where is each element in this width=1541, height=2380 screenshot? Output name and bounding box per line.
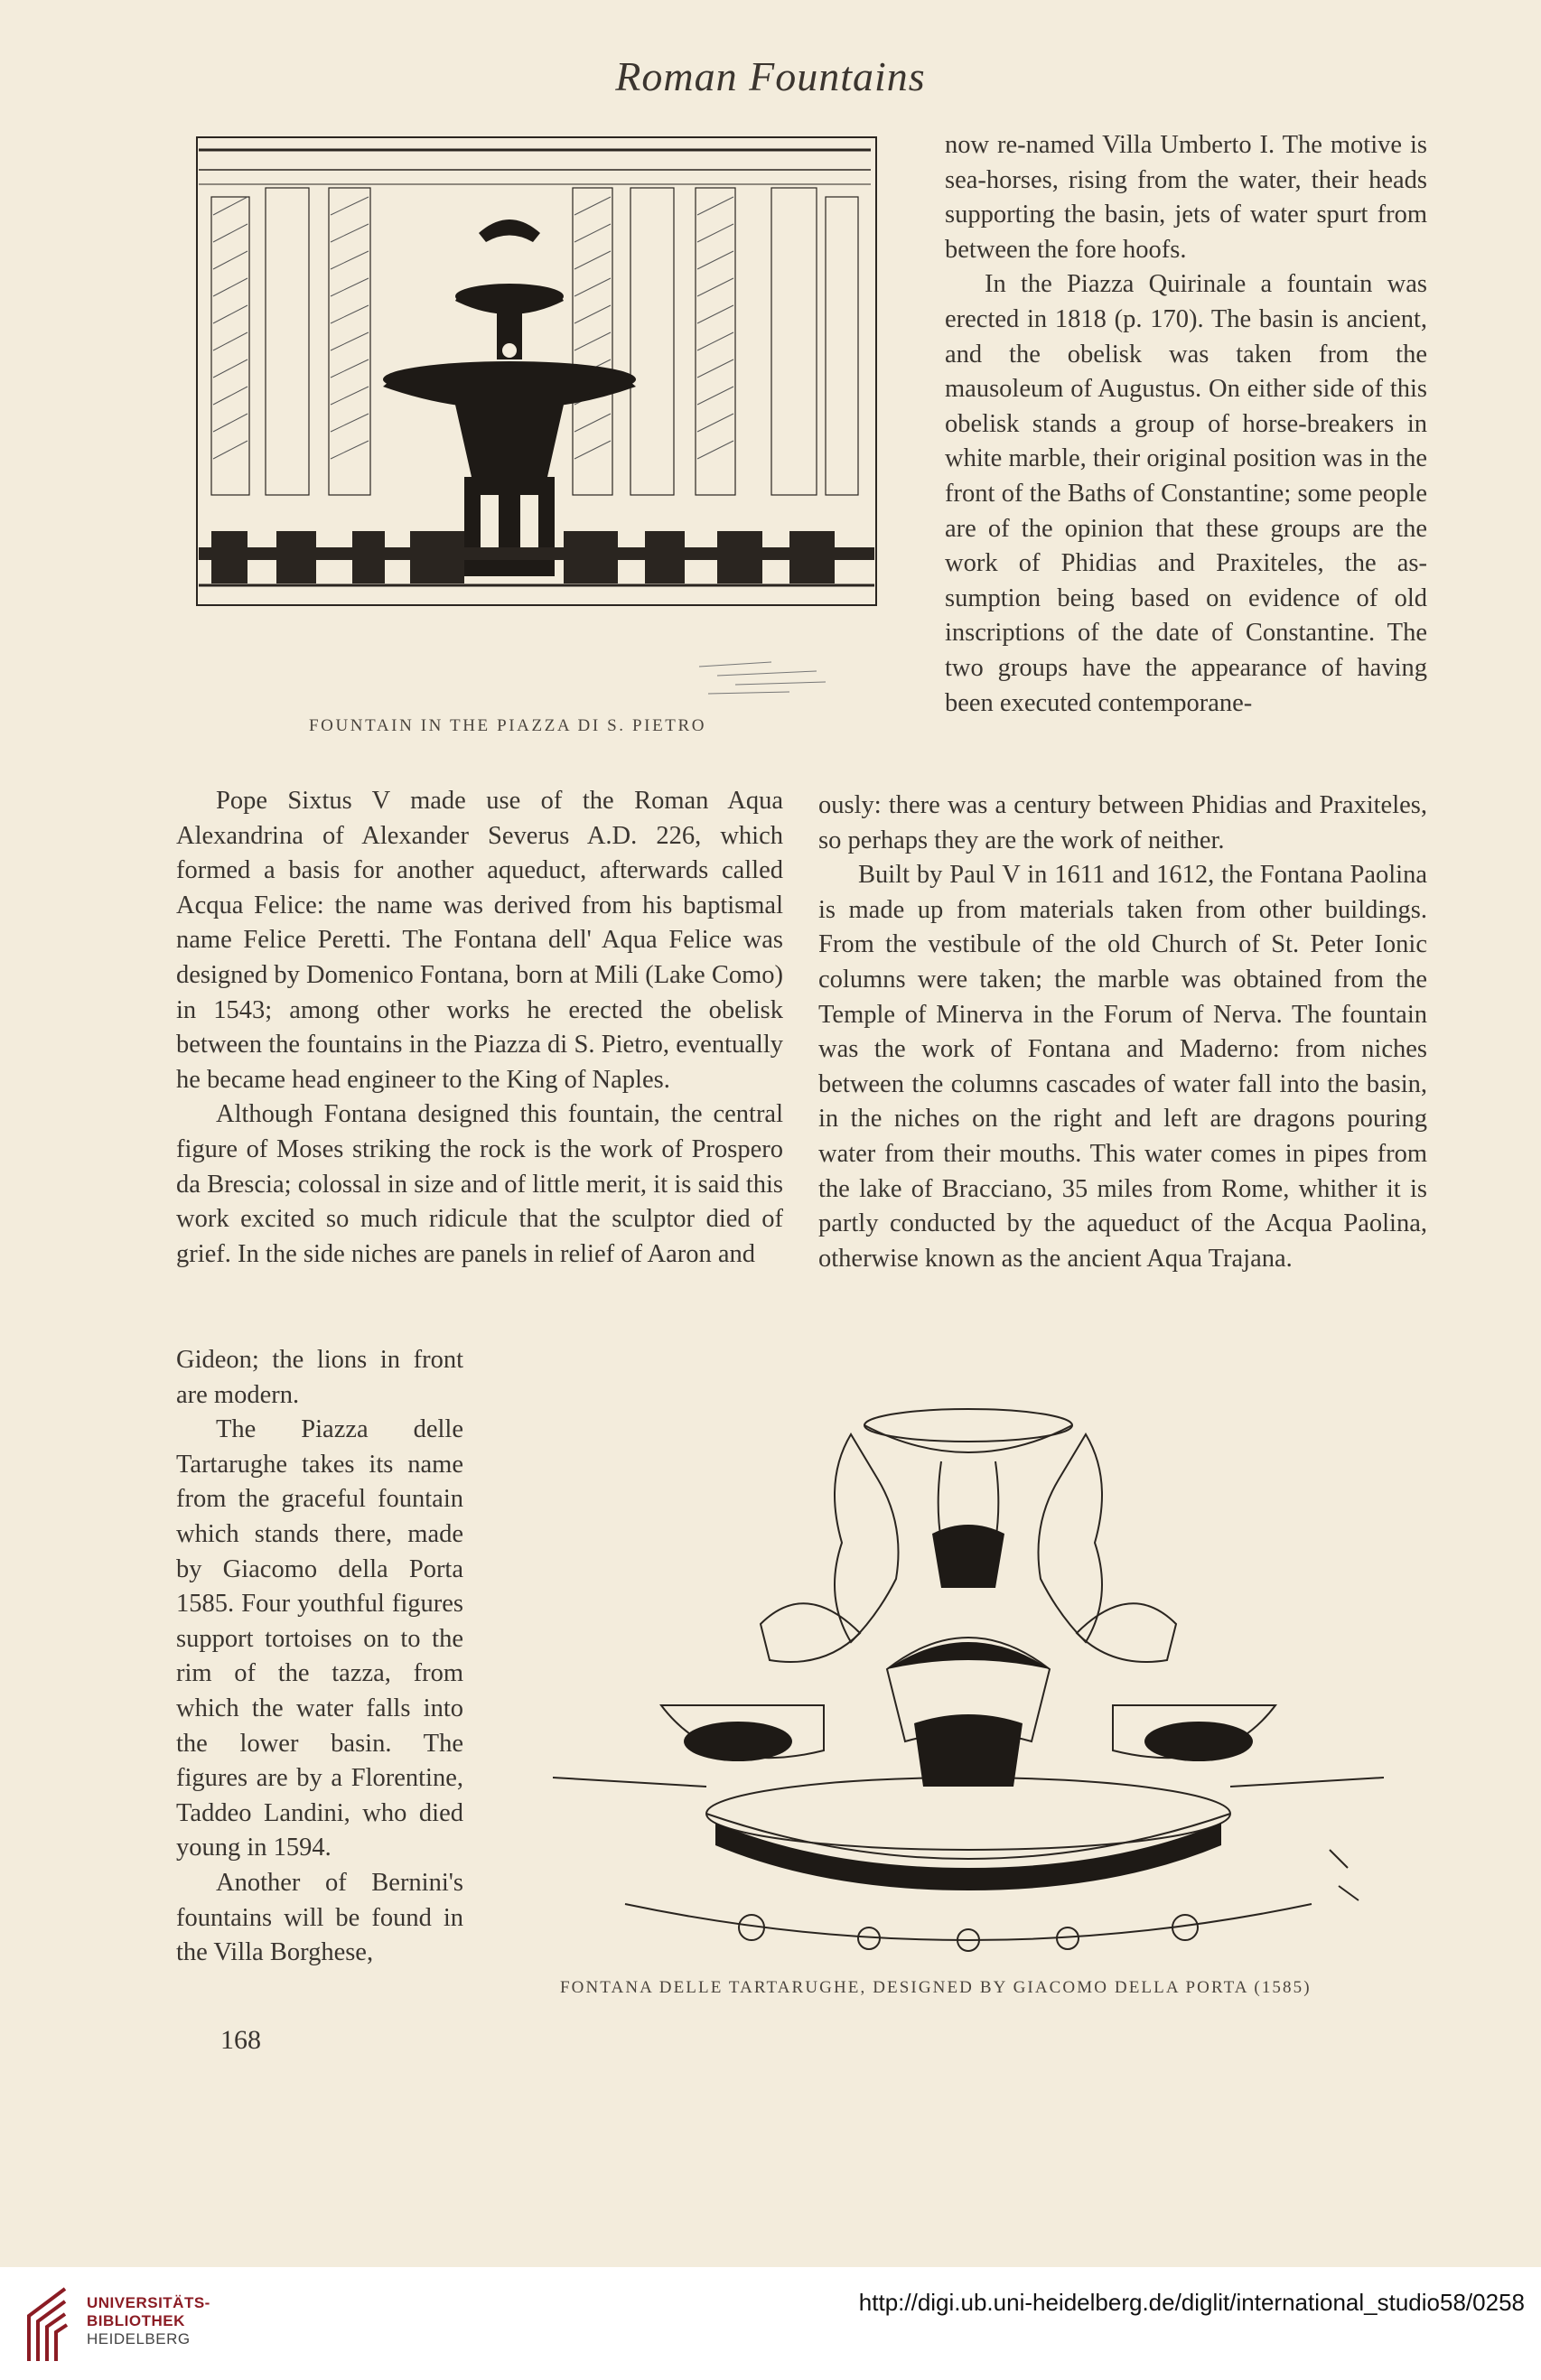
source-url-link[interactable]: http://digi.ub.uni-heidelberg.de/diglit/international_studio58/0258 [858, 2289, 1525, 2316]
caption-fontana-delle-tartarughe: FONTANA DELLE TARTARUGHE, DESIGNED BY GIACOMO DELLA PORTA (1585) [560, 1978, 1312, 1997]
tartarughe-engraving-icon [553, 1398, 1384, 1973]
paragraph: The Piazza delle Tartarughe takes its name from the graceful fountain which stands there, made by Giacomo della Porta 1585. Four youthful figures support tortoises on to the rim of the tazza, from which the water falls into the lower basin. The figures are by a Florentine, Taddeo Landini, who died young in 1594. [176, 1415, 463, 1862]
fountain-engraving-icon [193, 134, 880, 712]
paragraph: Another of Bernini's fountains will be found in the Villa Borghese, [176, 1868, 463, 1967]
library-name [87, 2294, 210, 2348]
paragraph: Built by Paul V in 1611 and 1612, the Fontana Paolina is made up from materials taken from other buildings. From the vestibule of the old Church of St. Peter Ionic columns were taken; the marble was obtained from the Temple of Minerva in the Forum of Nerva. The fountain was the work of Fontana and Maderno: from niches between the columns cascades of water fall into the basin, in the niches on the right and left are dragons pouring water from their mouths. This water comes in pipes from the lake of Bracciano, 35 miles from Rome, whither it is partly conducted by the aqueduct of the Acqua Paolina, otherwise known as the ancient Aqua Trajana. [818, 861, 1427, 1273]
caption-fountain-piazza-s-pietro: FOUNTAIN IN THE PIAZZA DI S. PIETRO [309, 716, 707, 735]
page-number: 168 [220, 2025, 261, 2055]
paragraph: Pope Sixtus V made use of the Roman Aqua Alexandrina of Alexander Severus A.D. 226, which formed a basis for another aqueduct, afterwards called Acqua Felice: the name was derived from his baptismal name Felice Peretti. The Fontana dell' Aqua Felice was designed by Domenico Fontana, born at Mili (Lake Como) in 1543; among other works he erected the obelisk between the fountains in the Piazza di S. Pietro, eventually he became head engineer to the King of Naples. [176, 787, 783, 1094]
library-line: BIBLIOTHEK [87, 2312, 185, 2329]
fountain-piazza-s-pietro-illustration [193, 134, 880, 712]
fontana-delle-tartarughe-illustration [553, 1398, 1384, 1973]
library-line: UNIVERSITÄTS- [87, 2294, 210, 2311]
paragraph: now re-named Villa Umberto I. The motive is sea-horses, rising from the water, their heads supporting the basin, jets of water spurt from between the fore hoofs. [945, 131, 1427, 264]
text-column-left-narrow [176, 1343, 463, 1971]
text-column-left-top [176, 784, 783, 1272]
ub-heidelberg-logo-icon [20, 2280, 72, 2366]
paragraph: Although Fontana designed this fountain, the central figure of Moses striking the rock is the work of Prospero da Brescia; colossal in size and of little merit, it is said this work excited so much ridicule that the sculptor died of grief. In the side niches are panels in relief of Aaron and [176, 1100, 783, 1268]
text-column-right-bottom [818, 789, 1427, 1276]
paragraph: Gideon; the lions in front are modern. [176, 1346, 463, 1409]
running-head: Roman Fountains [615, 53, 926, 99]
digitization-footer [0, 2267, 1541, 2380]
paragraph: In the Piazza Quirinale a fountain was erected in 1818 (p. 170). The basin is ancient, and the obelisk was taken from the mausoleum of Augustus. On either side of this obelisk stands a group of horse-breakers in white marble, their original position was in the front of the Baths of Constantine; some people are of the opinion that these groups are the work of Phidias and Praxiteles, the as- sumption being based on evidence of old inscriptions of the date of Constantine. The two groups have the appearance of having been executed contemporane- [945, 270, 1427, 717]
text-column-right-top [945, 128, 1427, 721]
paragraph: ously: there was a century between Phidias and Praxiteles, so perhaps they are the work of neither. [818, 791, 1427, 854]
library-line: HEIDELBERG [87, 2330, 191, 2347]
